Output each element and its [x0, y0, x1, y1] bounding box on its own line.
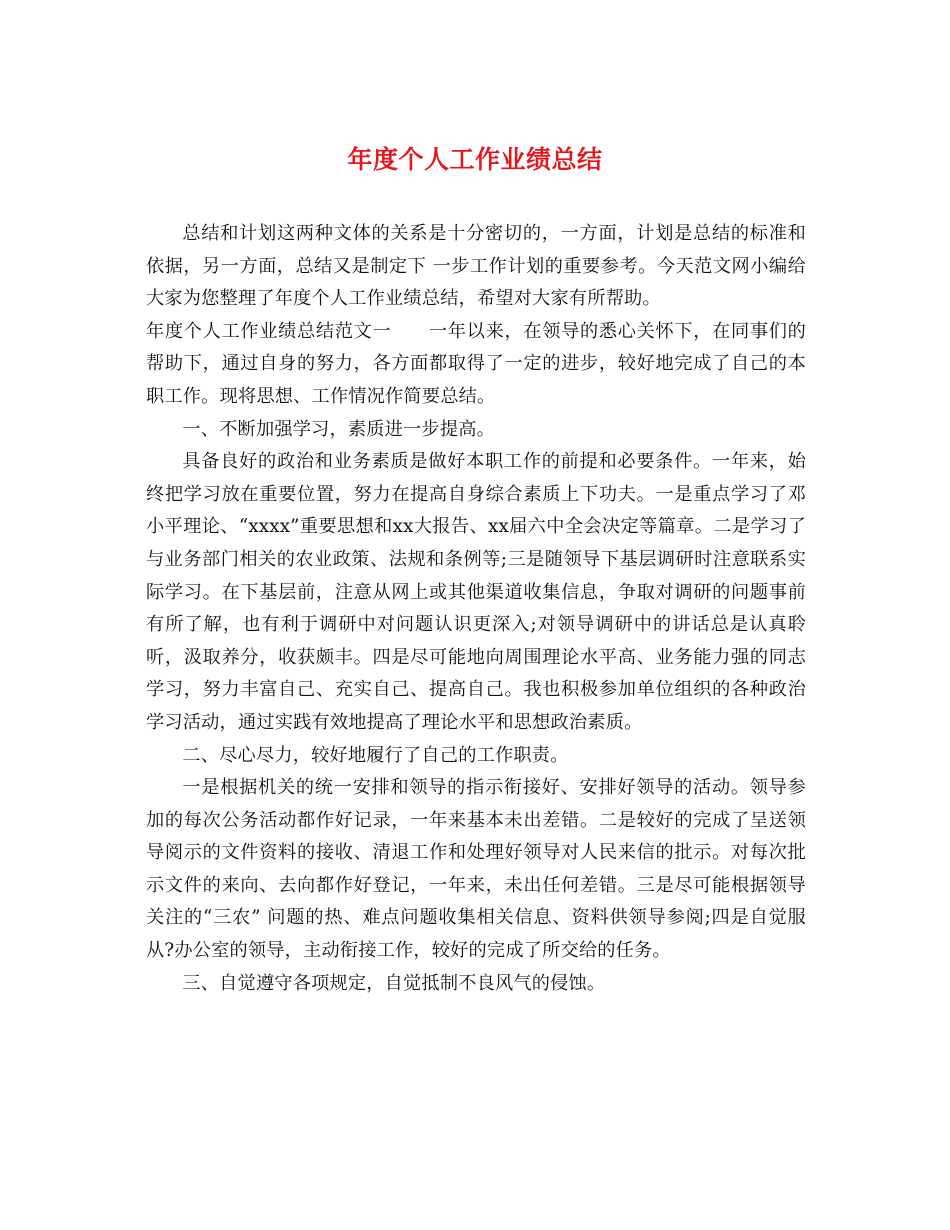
- document-body: [146, 218, 806, 1000]
- section-heading-study: 一、不断加强学习，素质进一步提高。: [182, 418, 495, 440]
- document-title: 年度个人工作业绩总结: [347, 145, 603, 174]
- section-heading-discipline: 三、自觉遵守各项规定，自觉抵制不良风气的侵蚀。: [182, 972, 606, 994]
- paragraph-intro: 总结和计划这两种文体的关系是十分密切的，一方面，计划是总结的标准和依据，另一方面，总结又是制定下 一步工作计划的重要参考。今天范文网小编给大家为您整理了年度个人工作业绩总结，希望对大家有所帮助。: [146, 223, 806, 310]
- paragraph-study: 具备良好的政治和业务素质是做好本职工作的前提和必要条件。一年来，始终把学习放在重要位置，努力在提高自身综合素质上下功夫。一是重点学习了邓小平理论、“xxxx”重要思想和xx大报告、xx届六中全会决定等篇章。二是学习了与业务部门相关的农业政策、法规和条例等;三是随领导下基层调研时注意联系实际学习。在下基层前，注意从网上或其他渠道收集信息，争取对调研的问题事前有所了解，也有利于调研中对问题认识更深入;对领导调研中的讲话总是认真聆听，汲取养分，收获颇丰。四是尽可能地向周围理论水平高、业务能力强的同志学习，努力丰富自己、充实自己、提高自己。我也积极参加单位组织的各种政治学习活动，通过实践有效地提高了理论水平和思想政治素质。: [146, 451, 806, 733]
- paragraph-sample-one-opening: 年度个人工作业绩总结范文一 一年以来，在领导的悉心关怀下，在同事们的帮助下，通过自身的努力，各方面都取得了一定的进步，较好地完成了自己的本职工作。现将思想、工作情况作简要总结。: [146, 320, 806, 407]
- paragraph-duties: 一是根据机关的统一安排和领导的指示衔接好、安排好领导的活动。领导参加的每次公务活动都作好记录，一年来基本未出差错。二是较好的完成了呈送领导阅示的文件资料的接收、清退工作和处理好领导对人民来信的批示。对每次批示文件的来向、去向都作好登记，一年来，未出任何差错。三是尽可能根据领导关注的“三农” 问题的热、难点问题收集相关信息、资料供领导参阅;四是自觉服从?办公室的领导，主动衔接工作，较好的完成了所交给的任务。: [146, 777, 806, 962]
- section-heading-duties: 二、尽心尽力，较好地履行了自己的工作职责。: [182, 744, 569, 766]
